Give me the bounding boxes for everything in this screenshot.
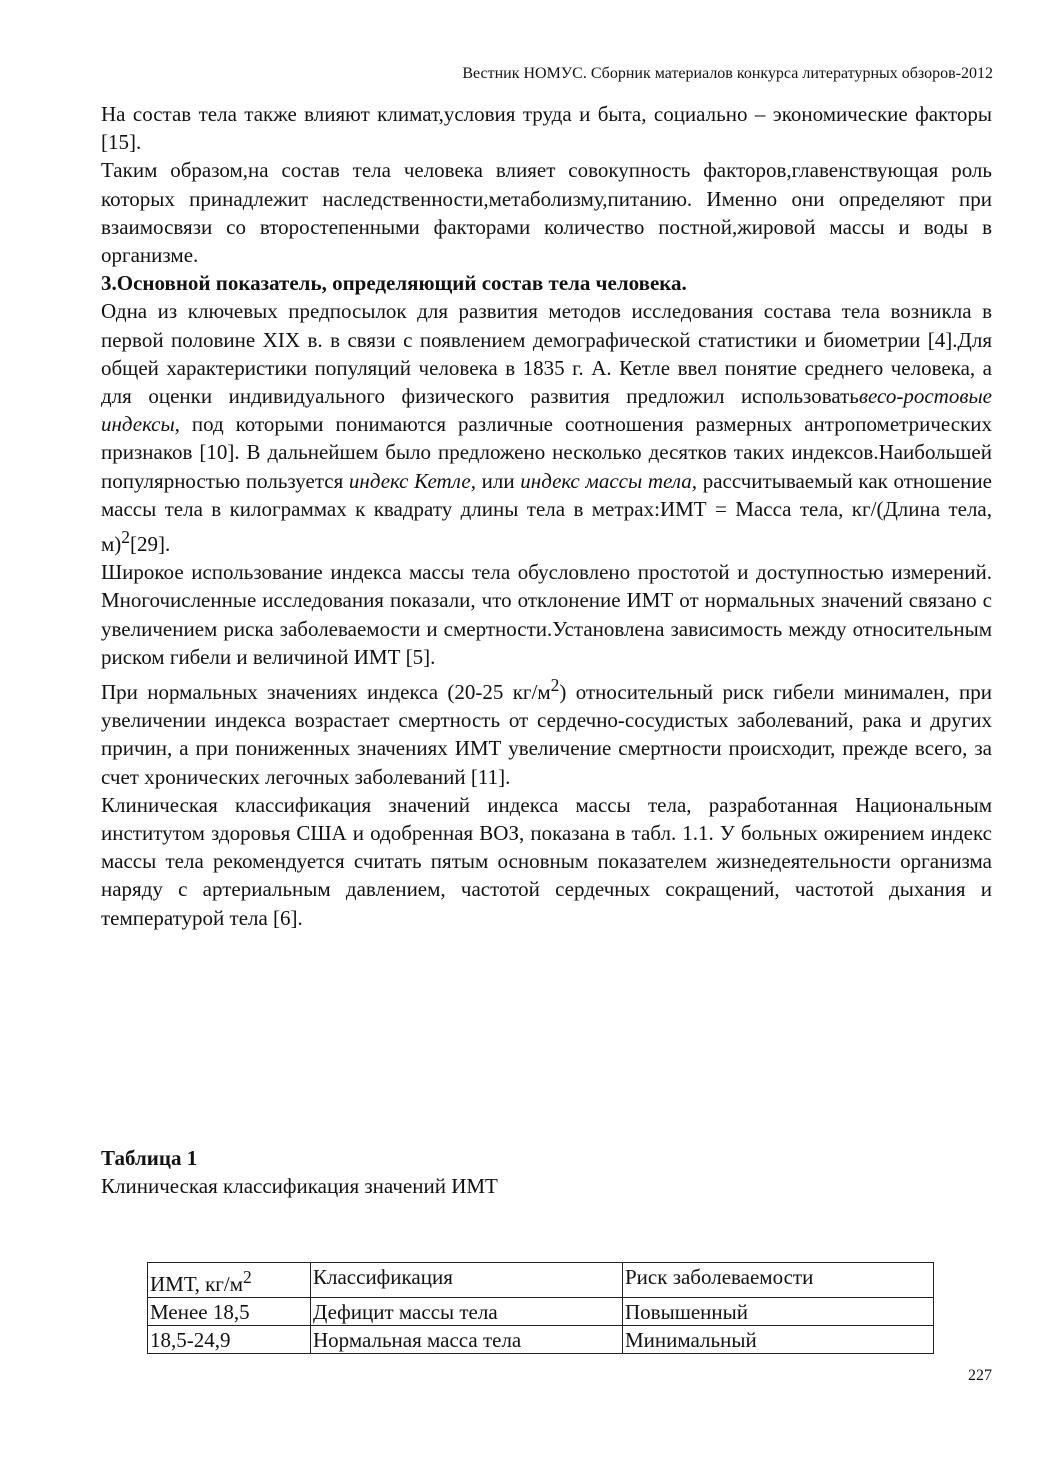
cell-risk: Повышенный <box>623 1298 934 1326</box>
text-run: ) относительный риск гибели минимален, при увеличении индекса возрастает смертность от сердечно-сосудистых заболеваний, рака и других причин, а при пониженных значениях ИМТ увеличение смертности происходит, прежде всего, за счет хронических легочных заболеваний [11]. <box>101 680 992 789</box>
superscript: 2 <box>243 1267 252 1287</box>
italic-term: индекс массы тела, <box>520 468 698 493</box>
table-row <box>148 1298 934 1326</box>
cell-bmi: 18,5-24,9 <box>148 1326 311 1354</box>
cell-bmi: Менее 18,5 <box>148 1298 311 1326</box>
cell-classification: Дефицит массы тела <box>311 1298 623 1326</box>
paragraph: На состав тела также влияют климат,условия труда и быта, социально – экономические факторы [15]. <box>101 102 992 155</box>
paragraph: Клиническая классификация значений индекса массы тела, разработанная Национальным институтом здоровья США и одобренная ВОЗ, показана в табл. 1.1. У больных ожирением индекс массы тела рекомендуется считать пятым основным показателем жизнедеятельности организма наряду с артериальным давлением, частотой сердечных сокращений, частотой дыхания и температурой тела [6]. <box>101 792 992 930</box>
bmi-classification-table <box>147 1262 934 1354</box>
text-run: или <box>475 468 521 493</box>
header-cell-classification: Классификация <box>311 1263 623 1298</box>
table-title: Клиническая классификация значений ИМТ <box>101 1174 498 1198</box>
text-run: Одна из ключевых предпосылок для развития методов исследования состава тела возникла в первой половине XIX в. в связи с появлением демографической статистики и биометрии [4].Для общей характеристики популяций человека в 1835 г. А. Кетле ввел понятие среднего человека, а для оценки индивидуального физического развития предложил использовать <box>101 299 992 409</box>
italic-term: индекс Кетле, <box>348 468 476 493</box>
running-header: Вестник НОМУС. Сборник материалов конкурса литературных обзоров-2012 <box>462 65 993 82</box>
table-header-row <box>148 1263 934 1298</box>
table-row <box>148 1326 934 1354</box>
paragraph <box>101 297 992 558</box>
cell-risk: Минимальный <box>623 1326 934 1354</box>
table-caption <box>101 1144 498 1200</box>
superscript: 2 <box>121 527 131 548</box>
table-number: Таблица 1 <box>101 1146 198 1170</box>
page-number: 227 <box>968 1367 992 1384</box>
section-heading: 3.Основной показатель, определяющий состав тела человека. <box>101 271 687 296</box>
article-body <box>101 100 992 932</box>
superscript: 2 <box>550 675 560 696</box>
text-run: [29]. <box>130 532 171 557</box>
cell-classification: Нормальная масса тела <box>311 1326 623 1354</box>
text-run: под которыми понимаются различные соотношения размерных антропометрических признаков [10]. В дальнейшем было предложено несколько десятков таких индексов.Наибольшей популярностью пользуется <box>101 412 992 493</box>
header-cell-bmi <box>148 1263 311 1298</box>
header-cell-risk: Риск заболеваемости <box>623 1263 934 1298</box>
italic-term: весо-ростовые индексы, <box>101 384 992 437</box>
text-run: рассчитываемый как отношение массы тела в килограммах к квадрату длины тела в метрах:ИМТ = Масса тела, кг/(Длина тела, м) <box>101 468 992 557</box>
paragraph: Широкое использование индекса массы тела обусловлено простотой и доступностью измерений. Многочисленные исследования показали, что отклонение ИМТ от нормальных значений связано с увеличением риска заболеваемости и смертности.Установлена зависимость между относительным риском гибели и величиной ИМТ [5]. <box>101 560 992 669</box>
paragraph: Таким образом,на состав тела человека влияет совокупность факторов,главенствующая роль которых принадлежит наследственности,метаболизму,питанию. Именно они определяют при взаимосвязи со второстепенными факторами количество постной,жировой массы и воды в организме. <box>101 158 992 268</box>
text-run: При нормальных значениях индекса (20-25 кг/м <box>101 680 551 705</box>
paragraph <box>101 671 992 791</box>
header-bmi-label: ИМТ, кг/м <box>150 1272 244 1296</box>
